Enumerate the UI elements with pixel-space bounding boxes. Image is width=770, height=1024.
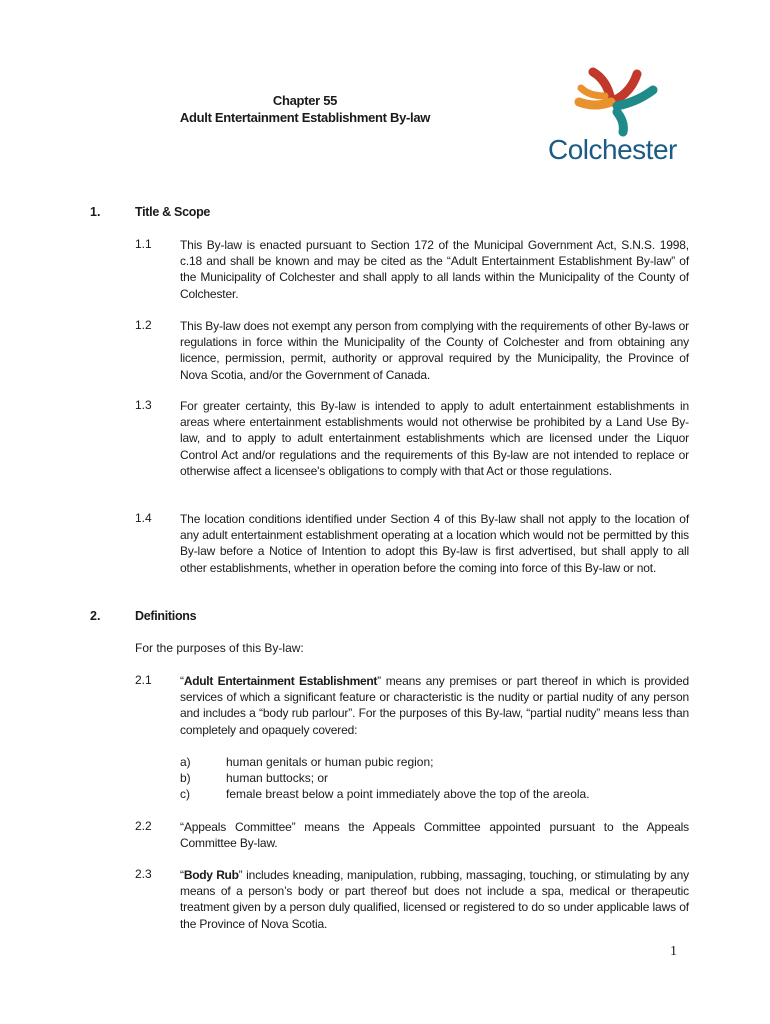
clause-2-2-text: “Appeals Committee” means the Appeals Committee appointed pursuant to the Appeals Committee By-law. <box>180 820 689 851</box>
definitions-intro: For the purposes of this By-law: <box>135 641 304 655</box>
clause-1-1-number: 1.1 <box>135 237 152 251</box>
bylaw-title: Adult Entertainment Establishment By-law <box>179 110 431 125</box>
clause-2-3-definition: ” includes kneading, manipulation, rubbing, massaging, touching, or stimulating by any means of a person’s body or part thereof but does not include a spa, medical or therapeutic treatment given by a person duly qualified, licensed or registered to do so under applicable laws of the Province of Nova Scotia. <box>180 868 689 931</box>
item-a-letter: a) <box>180 755 191 769</box>
clause-2-3-text <box>180 867 689 932</box>
item-a-text: human genitals or human pubic region; <box>226 755 434 769</box>
term-adult-entertainment-establishment: Adult Entertainment Establishment <box>183 674 378 688</box>
clause-1-2-number: 1.2 <box>135 318 152 332</box>
clause-1-1-text: This By-law is enacted pursuant to Section 172 of the Municipal Government Act, S.N.S. 1998, c.18 and shall be known and may be cited as the “Adult Entertainment Establishment By-law” of the Municipality of Colchester and shall apply to all lands within the Municipality of the County of Colchester. <box>180 238 689 301</box>
section-1-number: 1. <box>90 205 101 219</box>
clause-1-4-number: 1.4 <box>135 511 152 525</box>
item-b-text: human buttocks; or <box>226 771 329 785</box>
term-body-rub: Body Rub <box>183 868 239 882</box>
chapter-label: Chapter 55 <box>272 93 338 108</box>
clause-2-1-number: 2.1 <box>135 673 152 687</box>
logo-wordmark: Colchester <box>548 134 677 165</box>
section-2-number: 2. <box>90 609 101 623</box>
clause-1-4-text: The location conditions identified under Section 4 of this By-law shall not apply to the location of any adult entertainment establishment operating at a location which would not be permitted by this By-law before a Notice of Intention to adopt this By-law is first advertised, but shall apply to all other establishments, whether in operation before the coming into force of this By-law or not. <box>180 512 689 575</box>
document-title <box>150 92 460 126</box>
clause-2-1-text <box>180 673 689 738</box>
section-1-title: Title & Scope <box>135 205 211 219</box>
clause-2-3-number: 2.3 <box>135 867 152 881</box>
clause-1-3-text: For greater certainty, this By-law is intended to apply to adult entertainment establishments in areas where entertainment establishments would not otherwise be prohibited by a Land Use By-law, and to apply to adult entertainment establishments which are licensed under the Liquor Control Act and/or regulations and the requirements of this By-law are not intended to replace or otherwise affect a licensee's obligations to comply with that Act or those regulations. <box>180 399 689 478</box>
page-number: 1 <box>670 944 677 959</box>
open-quote: “ <box>180 674 184 688</box>
clause-1-3-number: 1.3 <box>135 398 152 412</box>
item-c-text: female breast below a point immediately above the top of the areola. <box>226 787 590 801</box>
item-b-letter: b) <box>180 771 191 785</box>
clause-2-1-definition: ” means any premises or part thereof in which is provided services of which a significant feature or characteristic is the nudity or partial nudity of any person and includes a “body rub parlour”. For the purposes of this By-law, “partial nudity” means less than completely and opaquely covered: <box>180 674 689 737</box>
clause-1-2-text: This By-law does not exempt any person from complying with the requirements of other By-laws or regulations in force within the Municipality of the County of Colchester and from obtaining any licence, permission, permit, authority or approval required by the Municipality, the Province of Nova Scotia, and/or the Government of Canada. <box>180 319 689 382</box>
section-2-title: Definitions <box>135 609 197 623</box>
item-c-letter: c) <box>180 787 190 801</box>
open-quote: “ <box>180 868 184 882</box>
clause-2-2-number: 2.2 <box>135 819 152 833</box>
